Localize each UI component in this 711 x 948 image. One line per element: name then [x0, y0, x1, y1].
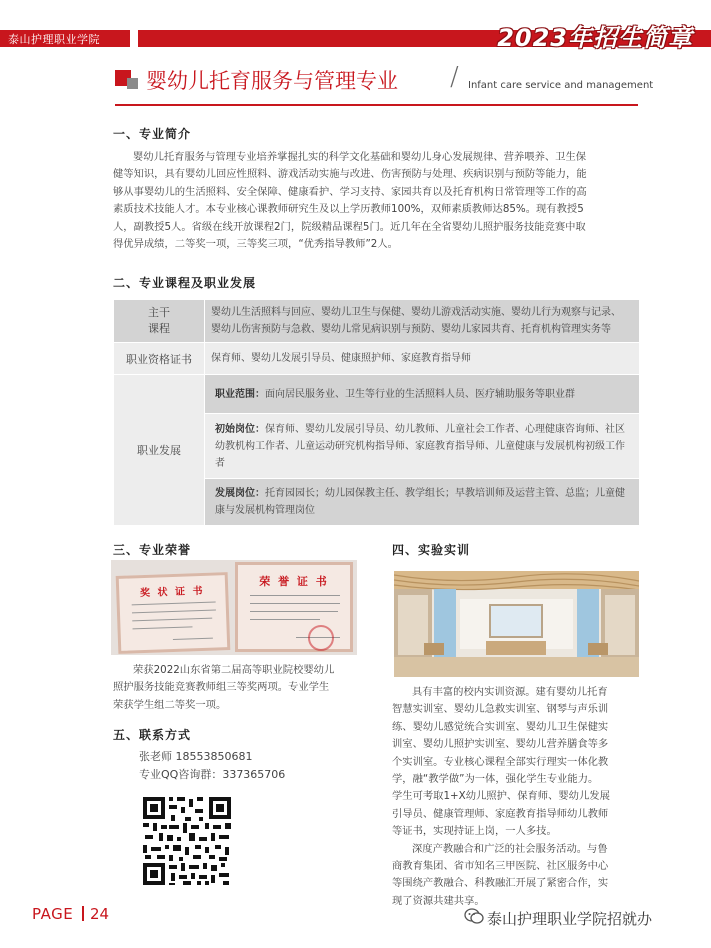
- section3-line: 荣获学生组二等奖一项。: [113, 698, 227, 711]
- brochure-title: 2023年招生简章: [497, 24, 693, 52]
- footer-page-number: 24: [90, 905, 110, 923]
- section3-line: 荣获2022山东省第二届高等职业院校婴幼儿: [133, 664, 335, 676]
- section4-line: 智慧实训室、婴幼儿急救实训室、钢琴与声乐训: [392, 703, 609, 716]
- section4-line: 等证书，实现持证上岗，一人多技。: [392, 825, 557, 838]
- core-label-line: 主干: [148, 306, 170, 319]
- section5-heading: 五、联系方式: [113, 728, 192, 742]
- seal-stamp-icon: [308, 625, 334, 651]
- career-develop-head: 发展岗位：: [215, 488, 265, 499]
- title-slash: /: [450, 62, 459, 92]
- section4-line: 训室、婴幼儿照护实训室、婴幼儿营养膳食等多: [392, 738, 609, 751]
- contact-teacher: 张老师 18553850681: [139, 750, 253, 763]
- table-row-career: [114, 375, 640, 414]
- section1-line: 婴幼儿托育服务与管理专业培养掌握扎实的科学文化基础和婴幼儿身心发展规律、营养喂养、卫生保: [133, 151, 587, 163]
- title-square-accent-icon: [127, 78, 138, 89]
- course-career-table: [113, 299, 640, 526]
- section4-text: [392, 684, 642, 910]
- career-initial: [205, 414, 640, 479]
- certificates-value: 保育师、婴幼儿发展引导员、健康照护师、家庭教育指导师: [205, 343, 640, 375]
- certificate-right: [235, 562, 353, 652]
- section1-line: 够从事婴幼儿的生活照料、安全保障、健康看护、学习支持、家园共育以及托育机构日常管理等工作的高: [113, 185, 587, 198]
- major-title: 婴幼儿托育服务与管理专业: [146, 69, 398, 93]
- section1-line: 健等知识，具有婴幼儿回应性照料、游戏活动实施与改进、伤害预防与处理、疾病识别与预防等能力，能: [113, 168, 587, 181]
- career-initial-head: 初始岗位：: [215, 423, 265, 435]
- section4-line: 学生可考取1+X幼儿照护、保育师、婴幼儿发展: [392, 790, 610, 803]
- lab-room-photo: [394, 571, 639, 677]
- section4-line: 商教育集团、省市知名三甲医院、社区服务中心: [392, 860, 609, 873]
- contact-qq: 专业QQ咨询群：337365706: [139, 768, 286, 781]
- section1-line: 人，副教授5人。省级在线开放课程2门，院级精品课程5门。近几年在全省婴幼儿照护服务技能竞赛中取: [113, 220, 586, 233]
- honor-certificates-image: [111, 560, 357, 655]
- core-courses-value: [205, 300, 640, 343]
- school-name: 泰山护理职业学院: [8, 33, 100, 46]
- section4-line: 等围绕产教融合、科教融汇开展了紧密合作，实: [392, 877, 609, 890]
- section3-line: 照护服务技能竞赛教师组三等奖两项。专业学生: [113, 681, 330, 694]
- career-scope-text: 面向居民服务业、卫生等行业的生活照料人员、医疗辅助服务等职业群: [265, 388, 575, 400]
- footer-divider: [82, 906, 84, 921]
- section4-line: 个实训室。专业核心课程全部实行理实一体化教: [392, 755, 609, 768]
- career-scope: [205, 375, 640, 414]
- career-initial-text: 保育师、婴幼儿发展引导员、幼儿教师、儿童社会工作者、心理健康咨询师、社区幼教机构工作者、儿童运动研究机构指导师、家庭教育指导师、儿童健康与发展机构初级工作者: [215, 423, 625, 469]
- section3-text: [113, 662, 363, 714]
- core-label-line: 课程: [148, 322, 170, 335]
- section1-line: 得优异成绩，二等奖一项，三等奖三项，“优秀指导教师”2人。: [113, 238, 398, 251]
- section1-text: [113, 149, 641, 253]
- section4-line: 具有丰富的校内实训资源。建有婴幼儿托育: [412, 686, 608, 698]
- core-courses-line: 婴幼儿伤害预防与急救、婴幼儿常见病识别与预防、婴幼儿家园共育、托育机构管理实务等: [211, 324, 611, 335]
- table-row-core-courses: [114, 300, 640, 343]
- core-courses-label: [114, 300, 205, 343]
- watermark-account-name: 泰山护理职业学院招就办: [487, 910, 653, 928]
- section2-heading: 二、专业课程及职业发展: [113, 276, 257, 290]
- career-develop-text: 托育园园长；幼儿园保教主任、教学组长；早教培训师及运营主管、总监；儿童健康与发展机构管理岗位: [215, 488, 625, 516]
- career-scope-head: 职业范围：: [215, 388, 265, 400]
- section1-heading: 一、专业简介: [113, 127, 192, 141]
- major-title-english: Infant care service and management: [468, 80, 654, 91]
- footer-page-label: PAGE: [32, 905, 74, 923]
- certificate-left-title: 奖 状 证 书: [139, 585, 205, 600]
- section4-line: 深度产教融合和广泛的社会服务活动。与鲁: [412, 842, 608, 855]
- top-banner-left: [0, 30, 130, 47]
- career-label: 职业发展: [114, 375, 205, 526]
- certificates-label: 职业资格证书: [114, 343, 205, 375]
- core-courses-line: 婴幼儿生活照料与回应、婴幼儿卫生与保健、婴幼儿游戏活动实施、婴幼儿行为观察与记录、: [211, 307, 621, 318]
- section1-line: 素质技术技能人才。本专业核心课教师研究生及以上学历教师100%，双师素质教师达85%。现有教授5: [113, 203, 584, 216]
- certificate-right-title: 荣 誉 证 书: [259, 575, 329, 588]
- title-divider: [115, 104, 638, 106]
- certificate-left: [116, 572, 231, 654]
- section4-heading: 四、实验实训: [392, 543, 471, 557]
- section4-line: 学，融“教学做”为一体，强化学生专业能力。: [392, 773, 599, 786]
- section4-line: 练、婴幼儿感觉统合实训室、婴幼儿卫生保健实: [392, 720, 609, 733]
- section4-line: 现了资源共建共享。: [392, 894, 485, 907]
- career-develop: [205, 479, 640, 526]
- wechat-icon: [464, 907, 484, 925]
- section4-line: 引导员、健康管理师、家庭教育指导师幼儿教师: [392, 807, 609, 820]
- qr-code-icon: [139, 793, 235, 889]
- section3-heading: 三、专业荣誉: [113, 543, 192, 557]
- table-row-certificates: [114, 343, 640, 375]
